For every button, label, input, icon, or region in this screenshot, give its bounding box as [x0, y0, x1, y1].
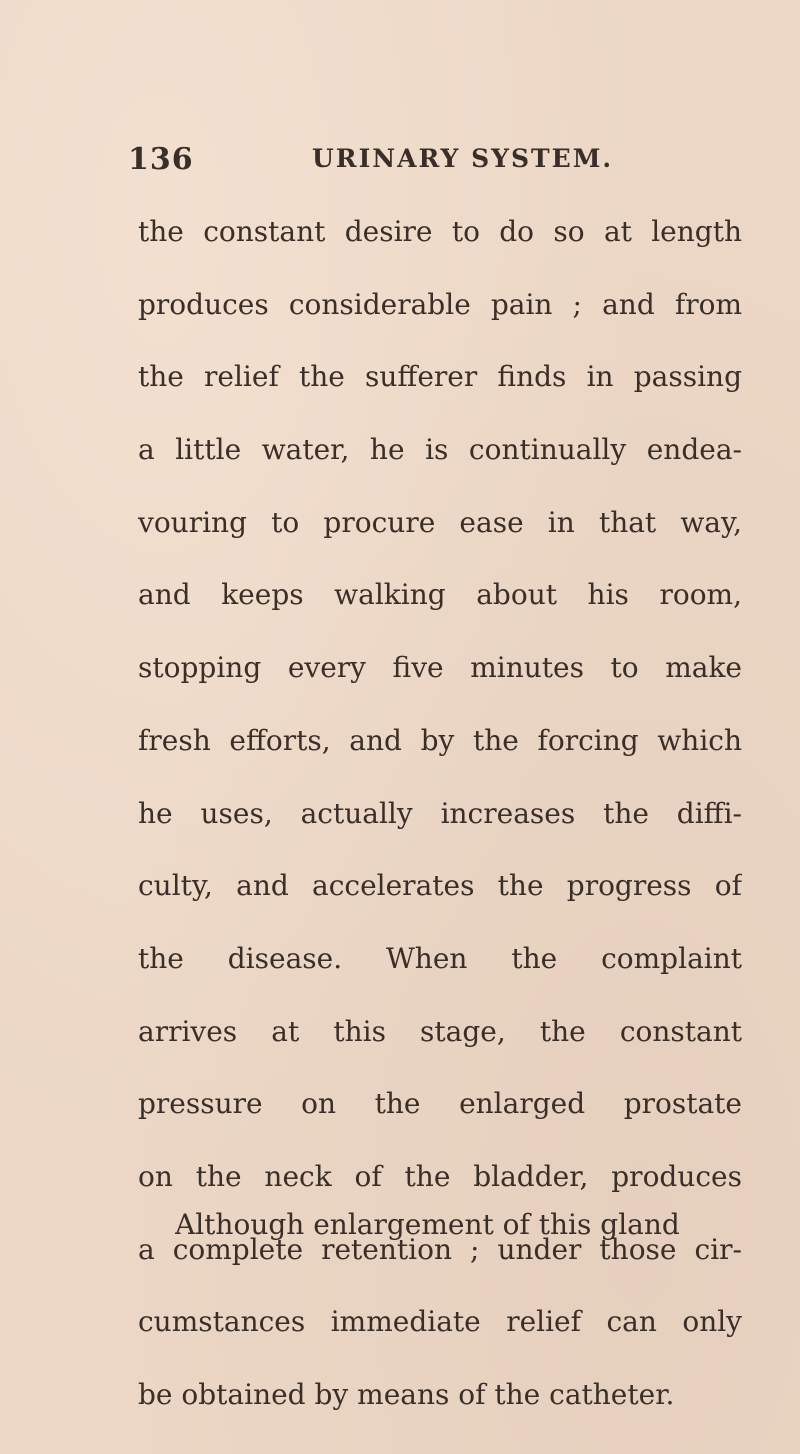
page-number: 136: [128, 142, 194, 177]
text-line: a little water, he is continually endea-: [138, 433, 742, 467]
text-line: and keeps walking about his room,: [138, 578, 742, 612]
text-line: fresh efforts, and by the forcing which: [138, 723, 742, 757]
text-line: the relief the sufferer finds in passing: [138, 360, 742, 394]
text-line: he uses, actually increases the diffi-: [138, 796, 742, 830]
running-head: [128, 142, 768, 182]
text-line: the disease. When the complaint: [138, 941, 742, 975]
text-line: stopping every five minutes to make: [138, 651, 742, 685]
text-line: Although enlargement of this gland: [175, 1208, 680, 1241]
text-line: cumstances immediate relief can only: [138, 1305, 742, 1339]
running-head-title: URINARY SYSTEM.: [312, 144, 614, 173]
text-line: produces considerable pain ; and from: [138, 287, 742, 321]
text-line: the constant desire to do so at length: [138, 215, 742, 248]
text-line: on the neck of the bladder, produces: [138, 1159, 742, 1193]
paragraph-2: [175, 1189, 775, 1262]
text-line: arrives at this stage, the constant: [138, 1014, 742, 1048]
text-line: pressure on the enlarged prostate: [138, 1087, 742, 1121]
text-line: be obtained by means of the catheter.: [138, 1378, 675, 1411]
text-line: culty, and accelerates the progress of: [138, 869, 742, 903]
text-line: vouring to procure ease in that way,: [138, 505, 742, 539]
text-line: a complete retention ; under those cir-: [138, 1232, 742, 1266]
